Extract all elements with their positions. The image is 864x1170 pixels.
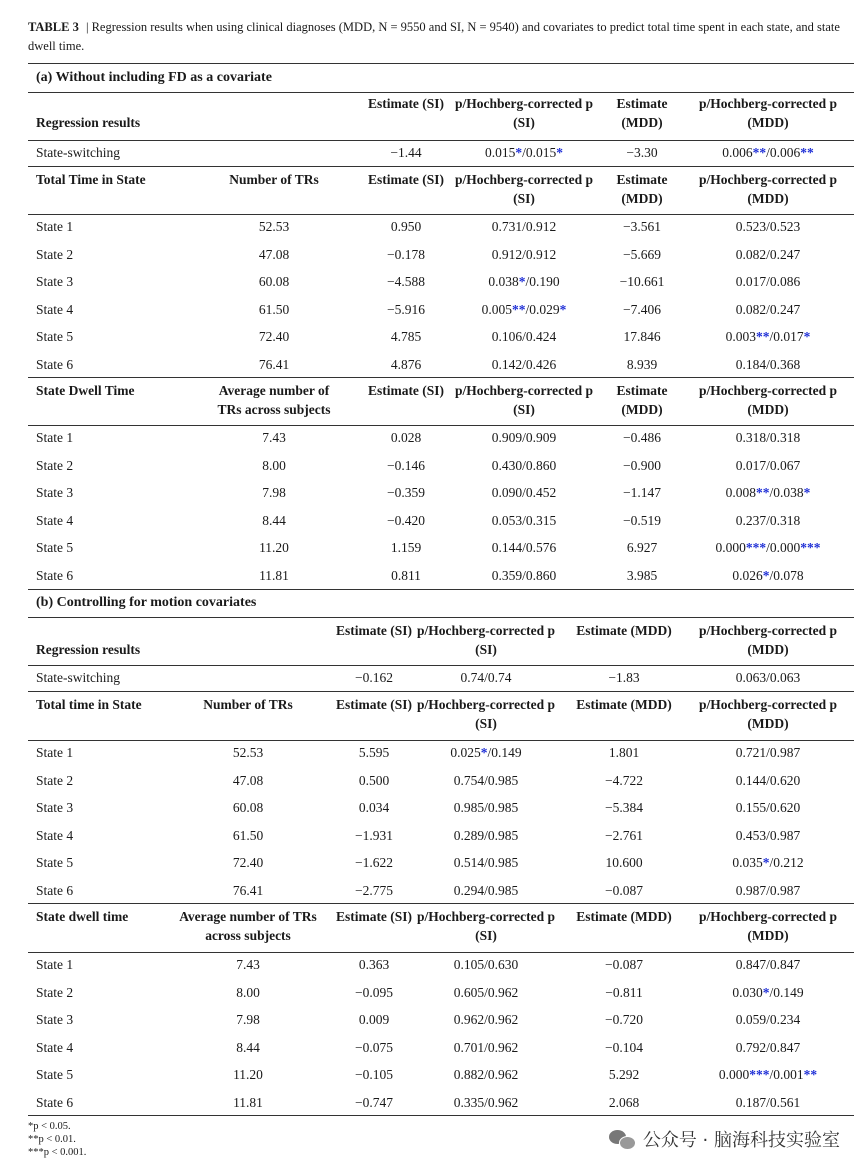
table-cell: −10.661 <box>619 274 665 289</box>
table-cell: 8.939 <box>626 356 658 372</box>
table-cell: 0.155/0.620 <box>735 800 801 815</box>
column-header: Regression results <box>36 642 141 657</box>
table-cell: −5.916 <box>387 301 425 317</box>
group-header-row <box>28 170 854 214</box>
table-cell: −0.075 <box>355 1039 393 1055</box>
group-header-row <box>28 695 854 739</box>
section-title: (a) Without including FD as a covariate <box>36 70 272 85</box>
table-cell: 0.015*/0.015* <box>484 145 563 160</box>
footnote: **p < 0.01. <box>28 1134 76 1145</box>
footnotes <box>28 1120 86 1159</box>
table-cell: State-switching <box>36 670 120 685</box>
table-cell: 0.453/0.987 <box>735 827 801 843</box>
table-cell: State 5 <box>36 540 74 555</box>
table-cell: 11.20 <box>259 540 289 555</box>
column-header: Total Time in State <box>36 172 146 187</box>
column-header: p/Hochberg-corrected p (MDD) <box>698 383 838 417</box>
watermark-text: 公众号 · 脑海科技实验室 <box>642 1130 840 1151</box>
significance-star: * <box>803 485 811 500</box>
significance-star: *** <box>749 1067 770 1082</box>
table-cell: −5.384 <box>605 800 643 815</box>
significance-star: *** <box>800 540 821 555</box>
section-title-rule <box>28 92 854 93</box>
table-cell: 0.987/0.987 <box>735 882 801 898</box>
table-cell: 0.882/0.962 <box>453 1067 519 1082</box>
column-header: Regression results <box>36 115 141 130</box>
regression-header-row <box>28 94 854 138</box>
table-cell: 0.184/0.368 <box>735 356 801 372</box>
table-cell: 0.053/0.315 <box>491 512 557 528</box>
table-cell: 6.927 <box>626 540 658 555</box>
footnote: *p < 0.05. <box>28 1121 71 1132</box>
table-cell: State 3 <box>36 274 74 289</box>
column-header: Estimate (SI) <box>335 623 413 638</box>
table-cell: 0.514/0.985 <box>453 855 519 870</box>
table-cell: 47.08 <box>232 772 264 788</box>
table-cell: −1.147 <box>623 485 661 500</box>
table-cell: −1.44 <box>390 145 422 160</box>
column-header: p/Hochberg-corrected p (MDD) <box>698 909 838 943</box>
table-cell: State 3 <box>36 485 74 500</box>
table-cell: −1.622 <box>355 855 393 870</box>
table-cell: State 1 <box>36 430 74 445</box>
table-cell: 0.754/0.985 <box>453 772 519 788</box>
column-header: p/Hochberg-corrected p (SI) <box>454 383 594 417</box>
table-cell: 60.08 <box>258 274 290 289</box>
table-cell: 7.43 <box>236 957 260 972</box>
table-cell: State 5 <box>36 855 74 870</box>
table-cell: 0.017/0.086 <box>735 274 801 289</box>
table-cell: State 1 <box>36 957 74 972</box>
table-cell: 0.026*/0.078 <box>732 567 804 583</box>
table-cell: 0.962/0.962 <box>453 1012 519 1027</box>
table-cell: 0.025*/0.149 <box>450 745 522 760</box>
table-cell: 11.81 <box>259 567 289 583</box>
table-cell: State 2 <box>36 772 74 788</box>
significance-star: *** <box>745 540 767 555</box>
table-cell: 5.595 <box>358 745 390 760</box>
table-cell: −0.087 <box>605 882 643 898</box>
column-header: Estimate (MDD) <box>616 172 668 206</box>
significance-star: ** <box>511 301 526 317</box>
table-cell: 8.00 <box>236 984 260 1000</box>
table-cell: 0.008**/0.038* <box>725 485 811 500</box>
table-cell: State-switching <box>36 145 120 160</box>
group-rule <box>28 1115 854 1116</box>
table-cell: 0.082/0.247 <box>735 246 801 262</box>
table-cell: 0.144/0.576 <box>491 540 557 555</box>
table-cell: −2.775 <box>355 882 393 898</box>
table-cell: −0.178 <box>387 246 425 262</box>
column-header: Average number of TRs across subjects <box>217 383 331 417</box>
table-caption <box>28 18 854 56</box>
table-cell: −0.811 <box>605 984 643 1000</box>
column-header: Average number of TRs across subjects <box>179 909 317 943</box>
table-cell: State 1 <box>36 745 74 760</box>
table-cell: 0.082/0.247 <box>735 301 801 317</box>
table-cell: −0.900 <box>623 457 661 473</box>
table-cell: 47.08 <box>258 246 290 262</box>
table-cell: 0.335/0.962 <box>453 1094 519 1110</box>
significance-star: * <box>762 567 770 583</box>
column-header: p/Hochberg-corrected p (SI) <box>416 623 556 657</box>
table-cell: 11.20 <box>233 1067 263 1082</box>
table-cell: −0.087 <box>605 957 643 972</box>
table-cell: State 6 <box>36 567 74 583</box>
column-header: State dwell time <box>36 909 129 924</box>
significance-star: * <box>515 145 523 160</box>
table-cell: State 2 <box>36 984 74 1000</box>
column-header: p/Hochberg-corrected p (SI) <box>454 96 594 130</box>
column-header: Number of TRs <box>203 697 293 712</box>
table-cell: 61.50 <box>232 827 264 843</box>
table-cell: 0.000***/0.001** <box>718 1067 818 1082</box>
table-cell: −2.761 <box>605 827 643 843</box>
column-header: Estimate (SI) <box>367 172 445 187</box>
table-cell: State 4 <box>36 1039 74 1055</box>
column-header: p/Hochberg-corrected p (SI) <box>416 697 556 731</box>
header-rule <box>28 665 854 666</box>
header-rule <box>28 952 854 953</box>
table-cell: 0.017/0.067 <box>735 457 801 473</box>
table-cell: 7.98 <box>236 1012 260 1027</box>
table-cell: 0.144/0.620 <box>735 772 801 788</box>
table-cell: 4.785 <box>390 329 422 344</box>
table-cell: −4.722 <box>605 772 643 788</box>
column-header: Estimate (MDD) <box>616 96 668 130</box>
table-cell: 5.292 <box>608 1067 640 1082</box>
column-header: p/Hochberg-corrected p (MDD) <box>698 96 838 130</box>
table-cell: 2.068 <box>608 1094 640 1110</box>
table-cell: 0.792/0.847 <box>735 1039 801 1055</box>
significance-star: * <box>559 301 567 317</box>
table-cell: 0.038*/0.190 <box>488 274 560 289</box>
group-rule <box>28 691 854 692</box>
table-cell: 0.005**/0.029* <box>481 301 567 317</box>
table-cell: 0.811 <box>391 567 421 583</box>
table-cell: State 6 <box>36 356 74 372</box>
table-cell: State 6 <box>36 882 74 898</box>
caption-text: Regression results when using clinical diagnoses (MDD, N = 9550 and SI, N = 9540) and covariates to predict total time spent in each state, and state dwell time. <box>28 20 840 53</box>
column-header: Number of TRs <box>229 172 319 187</box>
table-cell: 0.237/0.318 <box>735 512 801 528</box>
table-cell: 0.318/0.318 <box>735 430 801 445</box>
column-header: p/Hochberg-corrected p (MDD) <box>698 623 838 657</box>
table-cell: 0.359/0.860 <box>491 567 557 583</box>
table-cell: 0.430/0.860 <box>491 457 557 473</box>
table-label: TABLE 3 <box>28 20 79 34</box>
header-rule <box>28 425 854 426</box>
significance-star: ** <box>752 145 767 160</box>
table-cell: 0.063/0.063 <box>735 670 801 685</box>
table-cell: 60.08 <box>232 800 264 815</box>
column-header: p/Hochberg-corrected p (SI) <box>454 172 594 206</box>
section-top-rule <box>28 63 854 64</box>
table-cell: −4.588 <box>387 274 425 289</box>
caption-separator: | <box>85 20 89 34</box>
significance-star: * <box>518 274 526 289</box>
significance-star: ** <box>800 145 814 160</box>
table-cell: 0.187/0.561 <box>735 1094 801 1110</box>
table-cell: 0.294/0.985 <box>453 882 519 898</box>
group-rule <box>28 589 854 590</box>
significance-star: * <box>762 984 770 1000</box>
table-cell: 0.363 <box>358 957 390 972</box>
header-rule <box>28 740 854 741</box>
table-cell: 0.003**/0.017* <box>725 329 811 344</box>
table-cell: −0.162 <box>355 670 393 685</box>
wechat-icon <box>609 1128 635 1150</box>
group-rule <box>28 166 854 167</box>
significance-star: ** <box>755 329 770 344</box>
column-header: Total time in State <box>36 697 142 712</box>
table-cell: State 5 <box>36 329 74 344</box>
table-cell: 0.030*/0.149 <box>732 984 804 1000</box>
table-cell: −1.931 <box>355 827 393 843</box>
table-cell: 0.034 <box>358 800 390 815</box>
table-cell: 0.721/0.987 <box>735 745 801 760</box>
table-cell: State 3 <box>36 1012 74 1027</box>
table-cell: −0.747 <box>355 1094 393 1110</box>
table-cell: 76.41 <box>232 882 264 898</box>
table-cell: 0.74/0.74 <box>460 670 512 685</box>
regression-header-row <box>28 621 854 665</box>
table-cell: 0.028 <box>390 430 422 445</box>
column-header: Estimate (MDD) <box>576 909 672 924</box>
table-cell: 0.006**/0.006** <box>722 145 814 160</box>
table-cell: 7.43 <box>262 430 286 445</box>
table-cell: −0.519 <box>623 512 661 528</box>
significance-star: ** <box>755 485 770 500</box>
table-cell: −0.420 <box>387 512 425 528</box>
table-cell: −0.486 <box>623 430 661 445</box>
table-cell: 0.701/0.962 <box>453 1039 519 1055</box>
table-cell: 0.847/0.847 <box>735 957 801 972</box>
table-cell: 72.40 <box>258 329 290 344</box>
table-cell: 0.059/0.234 <box>735 1012 801 1027</box>
table-cell: 0.500 <box>358 772 390 788</box>
header-rule <box>28 214 854 215</box>
table-cell: 0.605/0.962 <box>453 984 519 1000</box>
table-cell: 8.44 <box>236 1039 260 1055</box>
group-header-row <box>28 381 854 425</box>
column-header: p/Hochberg-corrected p (SI) <box>416 909 556 943</box>
table-cell: 0.950 <box>390 219 422 234</box>
table-cell: 8.00 <box>262 457 286 473</box>
table-cell: 0.000***/0.000*** <box>715 540 821 555</box>
table-cell: −3.30 <box>626 145 658 160</box>
table-cell: 1.159 <box>390 540 422 555</box>
column-header: p/Hochberg-corrected p (MDD) <box>698 172 838 206</box>
table-cell: State 4 <box>36 301 74 317</box>
table-cell: 0.090/0.452 <box>491 485 557 500</box>
group-header-row <box>28 907 854 951</box>
table-cell: −0.104 <box>605 1039 643 1055</box>
table-cell: −0.105 <box>355 1067 393 1082</box>
table-cell: 0.105/0.630 <box>453 957 519 972</box>
table-cell: 0.142/0.426 <box>491 356 557 372</box>
significance-star: * <box>803 329 811 344</box>
column-header: Estimate (MDD) <box>616 383 668 417</box>
table-cell: −5.669 <box>623 246 661 262</box>
table-cell: State 2 <box>36 457 74 473</box>
table-cell: State 1 <box>36 219 74 234</box>
table-cell: −0.359 <box>387 485 425 500</box>
table-cell: 0.523/0.523 <box>735 219 801 234</box>
table-cell: 11.81 <box>233 1094 263 1110</box>
column-header: Estimate (MDD) <box>576 623 672 638</box>
column-header: Estimate (MDD) <box>576 697 672 712</box>
section-title-rule <box>28 617 854 618</box>
table-cell: State 2 <box>36 246 74 262</box>
table-cell: −0.095 <box>355 984 393 1000</box>
table-cell: 17.846 <box>623 329 661 344</box>
table-cell: State 6 <box>36 1094 74 1110</box>
column-header: p/Hochberg-corrected p (MDD) <box>698 697 838 731</box>
table-cell: 0.912/0.912 <box>491 246 557 262</box>
table-cell: −0.146 <box>387 457 425 473</box>
table-cell: State 3 <box>36 800 74 815</box>
column-header: Estimate (SI) <box>367 383 445 398</box>
table-cell: State 4 <box>36 512 74 528</box>
table-cell: State 4 <box>36 827 74 843</box>
table-cell: 8.44 <box>262 512 286 528</box>
table-cell: 52.53 <box>232 745 264 760</box>
header-rule <box>28 140 854 141</box>
group-rule <box>28 377 854 378</box>
column-header: State Dwell Time <box>36 383 135 398</box>
table-cell: 72.40 <box>232 855 264 870</box>
table-cell: 61.50 <box>258 301 290 317</box>
table-cell: 0.985/0.985 <box>453 800 519 815</box>
table-cell: 52.53 <box>258 219 290 234</box>
group-rule <box>28 903 854 904</box>
significance-star: * <box>480 745 488 760</box>
table-cell: 0.731/0.912 <box>491 219 557 234</box>
footnote: ***p < 0.001. <box>28 1147 87 1158</box>
table-cell: −7.406 <box>623 301 661 317</box>
significance-star: * <box>556 145 563 160</box>
table-cell: −0.720 <box>605 1012 643 1027</box>
table-cell: 76.41 <box>258 356 290 372</box>
table-cell: 3.985 <box>626 567 658 583</box>
table-cell: 0.035*/0.212 <box>732 855 804 870</box>
column-header: Estimate (SI) <box>335 697 413 712</box>
section-title: (b) Controlling for motion covariates <box>36 595 257 610</box>
table-cell: 4.876 <box>390 356 422 372</box>
table-cell: 0.289/0.985 <box>453 827 519 843</box>
table-cell: 0.909/0.909 <box>491 430 557 445</box>
table-cell: 0.009 <box>358 1012 390 1027</box>
significance-star: ** <box>803 1067 818 1082</box>
watermark <box>609 1126 840 1152</box>
column-header: Estimate (SI) <box>335 909 413 924</box>
significance-star: * <box>762 855 770 870</box>
table-cell: 10.600 <box>605 855 643 870</box>
table-cell: State 5 <box>36 1067 74 1082</box>
table-cell: −3.561 <box>623 219 661 234</box>
table-cell: 1.801 <box>608 745 640 760</box>
table-cell: 0.106/0.424 <box>491 329 557 344</box>
table-cell: 7.98 <box>262 485 286 500</box>
column-header: Estimate (SI) <box>367 96 445 111</box>
table-cell: −1.83 <box>608 670 640 685</box>
